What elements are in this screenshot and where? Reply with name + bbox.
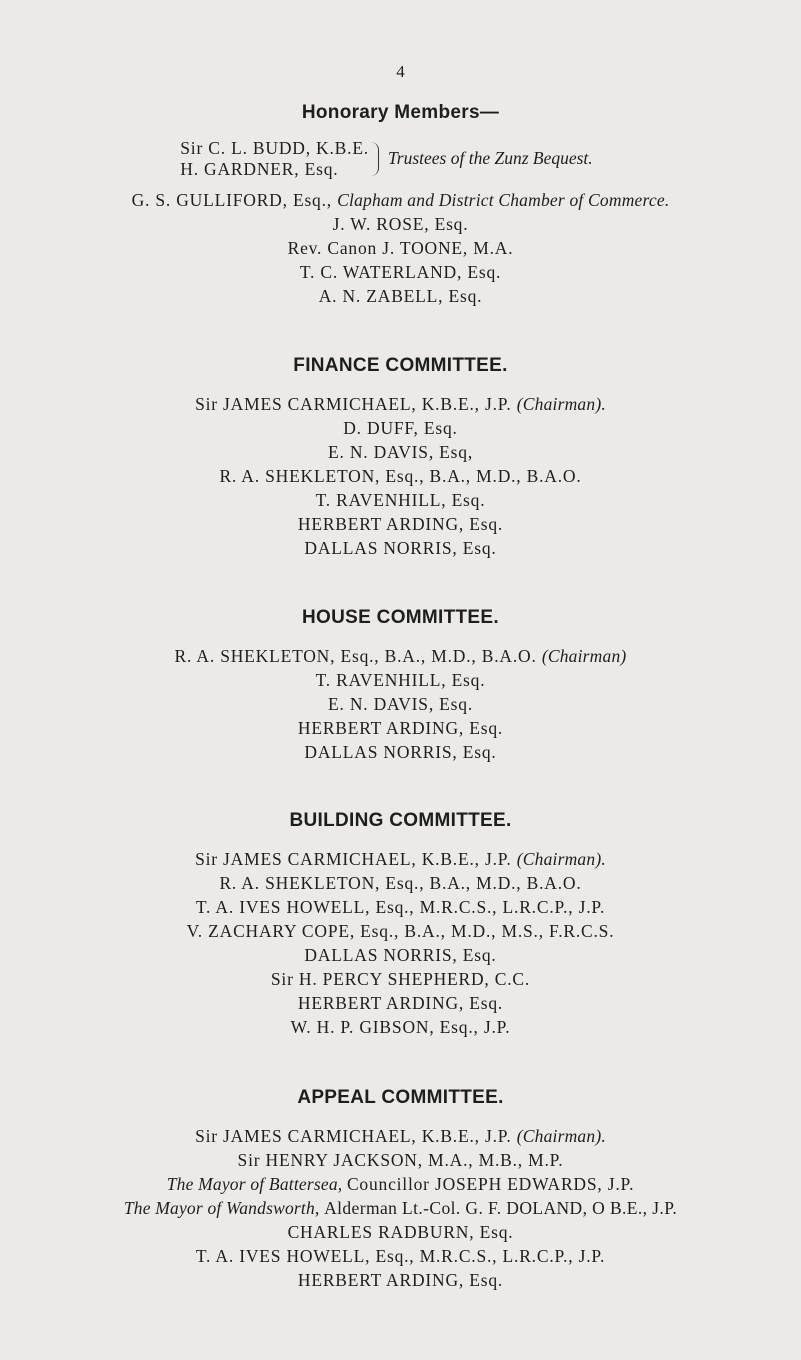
trustees-note: Trustees of the Zunz Bequest. xyxy=(388,148,593,168)
trustee-name: H. GARDNER, Esq. xyxy=(180,159,339,179)
trustee-name: Sir C. L. BUDD, K.B.E. xyxy=(180,138,369,158)
mayor-line xyxy=(0,1198,801,1219)
chairman-name: Sir JAMES CARMICHAEL, K.B.E., J.P. xyxy=(195,849,517,869)
chairman-role: (Chairman) xyxy=(541,646,627,666)
member-line: W. H. P. GIBSON, Esq., J.P. xyxy=(290,1017,511,1037)
chairman-role: (Chairman). xyxy=(516,394,606,414)
building-committee-title: BUILDING COMMITTEE. xyxy=(289,810,512,831)
mayor-line xyxy=(0,1174,801,1195)
member-line: DALLAS NORRIS, Esq. xyxy=(304,742,497,762)
chairman-line xyxy=(0,646,801,667)
member-line: HERBERT ARDING, Esq. xyxy=(297,993,504,1013)
house-committee-title: HOUSE COMMITTEE. xyxy=(302,607,499,628)
brace-mark xyxy=(371,142,379,176)
honorary-members-title: Honorary Members— xyxy=(301,102,500,123)
member-line: CHARLES RADBURN, Esq. xyxy=(287,1222,514,1242)
member-line: DALLAS NORRIS, Esq. xyxy=(304,538,497,558)
member-line xyxy=(0,190,801,211)
member-line: J. W. ROSE, Esq. xyxy=(332,214,469,234)
member-line: T. RAVENHILL, Esq. xyxy=(315,670,486,690)
chairman-role: (Chairman). xyxy=(516,1126,606,1146)
page-number: 4 xyxy=(396,62,405,81)
chairman-line xyxy=(0,849,801,870)
chairman-line xyxy=(0,1126,801,1147)
member-line: R. A. SHEKLETON, Esq., B.A., M.D., B.A.O. xyxy=(219,873,582,893)
mayor-name: Alderman Lt.-Col. G. F. DOLAND, O B.E., J.P. xyxy=(324,1198,678,1218)
chairman-role: (Chairman). xyxy=(516,849,606,869)
appeal-committee-title: APPEAL COMMITTEE. xyxy=(297,1087,504,1108)
chairman-line xyxy=(0,394,801,415)
mayor-title: The Mayor of Wandsworth, xyxy=(123,1198,325,1218)
member-line: HERBERT ARDING, Esq. xyxy=(297,718,504,738)
chairman-name: R. A. SHEKLETON, Esq., B.A., M.D., B.A.O. xyxy=(174,646,542,666)
mayor-name: Councillor JOSEPH EDWARDS, J.P. xyxy=(346,1174,635,1194)
chairman-name: Sir JAMES CARMICHAEL, K.B.E., J.P. xyxy=(195,1126,517,1146)
member-line: HERBERT ARDING, Esq. xyxy=(297,1270,504,1290)
member-line: R. A. SHEKLETON, Esq., B.A., M.D., B.A.O. xyxy=(219,466,582,486)
member-name: G. S. GULLIFORD, Esq., xyxy=(131,190,338,210)
member-line: A. N. ZABELL, Esq. xyxy=(318,286,483,306)
member-line: E. N. DAVIS, Esq. xyxy=(327,694,474,714)
member-line: T. A. IVES HOWELL, Esq., M.R.C.S., L.R.C.P., J.P. xyxy=(195,897,606,917)
member-line: T. A. IVES HOWELL, Esq., M.R.C.S., L.R.C.P., J.P. xyxy=(195,1246,606,1266)
trustee-names xyxy=(180,138,369,180)
finance-committee-title: FINANCE COMMITTEE. xyxy=(293,355,508,376)
member-line: Rev. Canon J. TOONE, M.A. xyxy=(287,238,514,258)
trustees-group xyxy=(0,138,801,184)
member-line: T. C. WATERLAND, Esq. xyxy=(299,262,502,282)
member-organization: Clapham and District Chamber of Commerce. xyxy=(337,190,670,210)
chairman-name: Sir JAMES CARMICHAEL, K.B.E., J.P. xyxy=(195,394,517,414)
member-line: DALLAS NORRIS, Esq. xyxy=(304,945,497,965)
member-line: Sir HENRY JACKSON, M.A., M.B., M.P. xyxy=(237,1150,564,1170)
member-line: T. RAVENHILL, Esq. xyxy=(315,490,486,510)
member-line: HERBERT ARDING, Esq. xyxy=(297,514,504,534)
member-line: D. DUFF, Esq. xyxy=(343,418,458,438)
member-line: V. ZACHARY COPE, Esq., B.A., M.D., M.S., F.R.C.S. xyxy=(186,921,615,941)
member-line: E. N. DAVIS, Esq, xyxy=(327,442,474,462)
member-line: Sir H. PERCY SHEPHERD, C.C. xyxy=(270,969,531,989)
mayor-title: The Mayor of Battersea, xyxy=(166,1174,347,1194)
